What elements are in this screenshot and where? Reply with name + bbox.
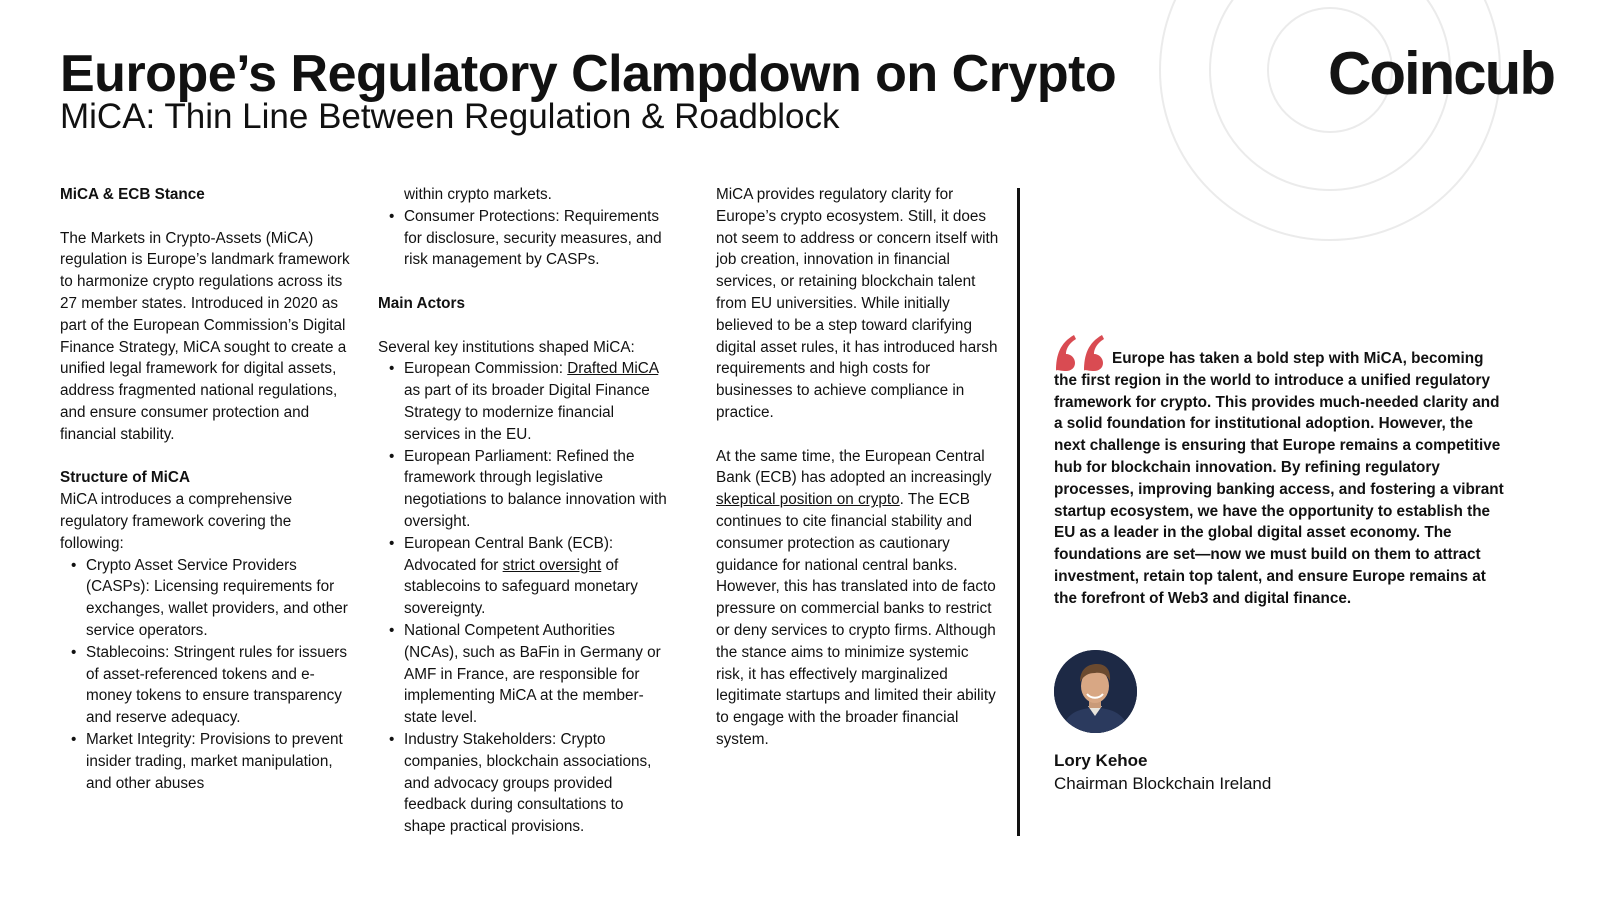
structure-list-continued xyxy=(378,184,668,271)
text-span: European Commission: xyxy=(404,360,568,378)
quote-text: Europe has taken a bold step with MiCA, becoming the first region in the world to introduce a unified regulatory framework for crypto. This provides much-needed clarity and a solid foundation for institutional adoption. However, the next challenge is ensuring that Europe remains a competitive hub for blockchain innovation. By refining regulatory processes, improving banking access, and fostering a vibrant startup ecosystem, we have the opportunity to establish the EU as a leader in the global digital asset economy. The foundations are set—now we must build on them to attract investment, retain top talent, and ensure Europe remains at the forefront of Web3 and digital finance. xyxy=(1054,350,1504,607)
section-heading-main-actors: Main Actors xyxy=(378,294,465,312)
avatar-portrait-icon xyxy=(1054,650,1137,733)
list-item-ecb xyxy=(378,533,668,620)
skeptical-position-link[interactable]: skeptical position on crypto xyxy=(716,491,900,509)
text-span: of stablecoins to safeguard monetary sovereignty. xyxy=(404,556,638,618)
list-item: • Market Integrity: Provisions to prevent insider trading, market manipulation, and other abuses xyxy=(60,729,350,794)
page-subtitle: MiCA: Thin Line Between Regulation & Roadblock xyxy=(60,97,840,136)
actors-list xyxy=(378,358,668,838)
quote-mark-icon xyxy=(1054,333,1110,373)
section-heading-structure: Structure of MiCA xyxy=(60,469,191,487)
structure-intro: MiCA introduces a comprehensive regulatory framework covering the following: xyxy=(60,491,293,552)
text-span: as part of its broader Digital Finance Strategy to modernize financial services in the EU. xyxy=(404,382,650,443)
list-item-industry: • Industry Stakeholders: Crypto companies, blockchain associations, and advocacy groups provided feedback during consultations to shape practical provisions. xyxy=(378,729,668,838)
section-heading-mica-ecb: MiCA & ECB Stance xyxy=(60,186,205,203)
structure-list xyxy=(60,555,350,795)
list-item-ncas: • National Competent Authorities (NCAs), such as BaFin in Germany or AMF in France, are responsible for implementing MiCA at the member-state level. xyxy=(378,620,668,729)
actors-intro: Several key institutions shaped MiCA: xyxy=(378,338,635,356)
list-item: • Crypto Asset Service Providers (CASPs): Licensing requirements for exchanges, wallet providers, and other service operators. xyxy=(60,555,350,642)
column-main-actors xyxy=(378,184,668,838)
drafted-mica-link[interactable]: Drafted MiCA xyxy=(567,360,659,378)
text-span: European Central Bank (ECB): Advocated for xyxy=(404,534,614,574)
text-span: . The ECB continues to cite financial stability and consumer protection as cautionary guidance for national central banks. However, this has translated into de facto pressure on commercial banks to restrict or deny services to crypto firms. Although the stance aims to minimize systemic risk, it has effectively marginalized legitimate startups and limited their ability to engage with the broader financial system. xyxy=(716,491,996,748)
list-item: • Consumer Protections: Requirements for disclosure, security measures, and risk management by CASPs. xyxy=(378,206,668,271)
analysis-paragraph-1: MiCA provides regulatory clarity for Europe’s crypto ecosystem. Still, it does not seem to address or concern itself with job creation, innovation in financial services, or retaining blockchain talent from EU universities. While initially believed to be a step toward clarifying digital asset rules, it has introduced harsh requirements and high costs for businesses to achieve compliance in practice. xyxy=(716,186,999,421)
author-name: Lory Kehoe xyxy=(1054,751,1148,770)
list-item-european-parliament: • European Parliament: Refined the framework through legislative negotiations to balance innovation with oversight. xyxy=(378,446,668,533)
brand-logo: Coincub xyxy=(1328,40,1554,107)
author-title: Chairman Blockchain Ireland xyxy=(1054,774,1272,793)
page-title: Europe’s Regulatory Clampdown on Crypto xyxy=(60,45,1117,103)
vertical-divider xyxy=(1017,188,1020,836)
mica-intro-paragraph: The Markets in Crypto-Assets (MiCA) regulation is Europe’s landmark framework to harmonize crypto regulations across its 27 member states. Introduced in 2020 as part of the European Commission’s Digital Finance Strategy, MiCA sought to create a unified legal framework for digital assets, address fragmented national regulations, and ensure consumer protection and financial stability. xyxy=(60,229,350,443)
list-item: • Stablecoins: Stringent rules for issuers of asset-referenced tokens and e-money tokens to ensure transparency and reserve adequacy. xyxy=(60,642,350,729)
text-span: At the same time, the European Central Bank (ECB) has adopted an increasingly xyxy=(716,447,992,487)
column-analysis xyxy=(716,184,1000,751)
testimonial-quote xyxy=(1054,330,1504,610)
avatar xyxy=(1054,650,1137,733)
list-item-european-commission xyxy=(378,358,668,445)
list-item-continuation: within crypto markets. xyxy=(404,186,552,203)
analysis-paragraph-2 xyxy=(716,446,1000,751)
strict-oversight-link[interactable]: strict oversight xyxy=(502,556,602,574)
column-mica-ecb-stance xyxy=(60,184,350,794)
